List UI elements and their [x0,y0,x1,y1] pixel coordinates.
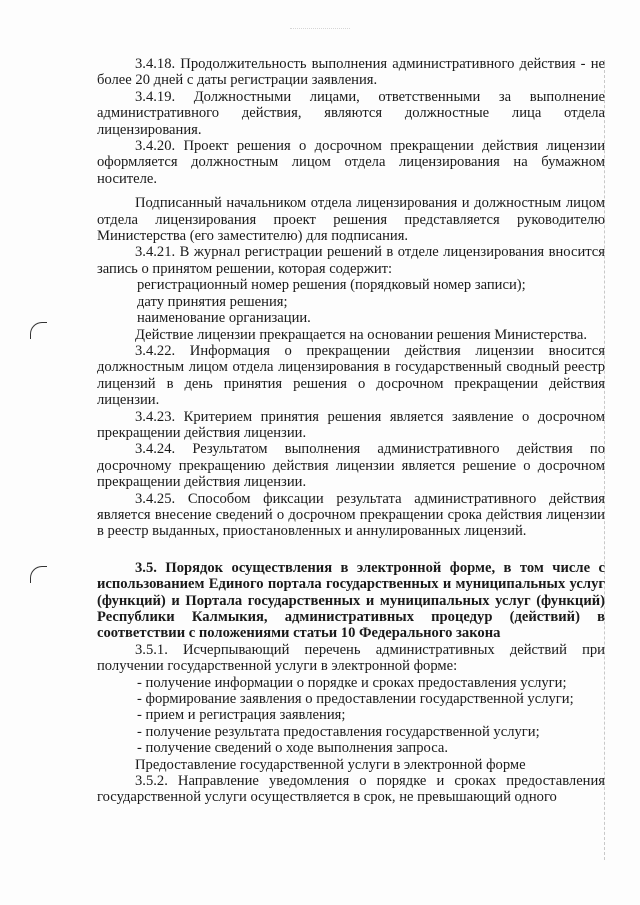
list-item: - прием и регистрация заявления; [137,707,346,724]
list-item: наименование организации. [137,310,311,327]
paragraph-3-4-19: 3.4.19. Должностными лицами, ответственными за выполнение административного действия, являются должностные лица отдела лицензирования. [97,88,605,138]
paragraph-3-4-20: 3.4.20. Проект решения о досрочном прекращении действия лицензии оформляется должностным лицом отдела лицензирования на бумажном носителе. [97,138,605,187]
section-heading-3-5: 3.5. Порядок осуществления в электронной форме, в том числе с использованием Единого портала государственных и муниципальных услуг (функций) и Портала государственных и муниципальных услуг (функций) Республики Калмыкия, административных процедур (действий) в соответствии с положениями статьи 10 Федерального закона [97,559,605,642]
list-item: - получение информации о порядке и сроках предоставления услуги; [137,674,567,691]
paragraph-signed-project: Подписанный начальником отдела лицензирования и должностным лицом отдела лицензирования проект решения представляется руководителю Министерства (его заместителю) для подписания. [97,195,605,245]
paragraph-3-5-2: 3.5.2. Направление уведомления о порядке и сроках предоставления государственной услуги осуществляется в срок, не превышающий одного [97,773,605,806]
paragraph-3-4-21: 3.4.21. В журнал регистрации решений в отделе лицензирования вносится запись о принятом решении, которая содержит: [97,244,605,277]
hole-punch-mark [30,566,47,583]
paragraph-3-4-22: 3.4.22. Информация о прекращении действия лицензии вносится должностным лицом отдела лицензирования в государственный сводный реестр лицензий в день принятия решения о досрочном прекращении действия лицензии. [97,342,605,409]
list-item: дату принятия решения; [137,293,288,310]
list-item: - получение результата предоставления государственной услуги; [137,723,540,740]
paragraph-license-termination: Действие лицензии прекращается на основании решения Министерства. [135,326,587,343]
paragraph-electronic-form: Предоставление государственной услуги в электронной форме [135,756,526,773]
hole-punch-mark [30,322,47,339]
paragraph-3-5-1: 3.5.1. Исчерпывающий перечень административных действий при получении государственной услуги в электронной форме: [97,641,605,675]
list-item: регистрационный номер решения (порядковый номер записи); [137,277,526,294]
paragraph-3-4-24: 3.4.24. Результатом выполнения административного действия по досрочному прекращению действия лицензии является решение о досрочном прекращении действия лицензии. [97,441,605,491]
list-item: - получение сведений о ходе выполнения запроса. [137,740,448,757]
paragraph-3-4-23: 3.4.23. Критерием принятия решения является заявление о досрочном прекращении действия лицензии. [97,408,605,441]
paragraph-3-4-18: 3.4.18. Продолжительность выполнения административного действия - не более 20 дней с даты регистрации заявления. [97,56,605,89]
list-item: - формирование заявления о предоставлении государственной услуги; [137,691,574,708]
document-body [97,56,605,806]
paragraph-3-4-25: 3.4.25. Способом фиксации результата административного действия является внесение сведений о досрочном прекращении срока действия лицензии в реестр выданных, приостановленных и аннулированных лицензий. [97,490,605,540]
scan-artifact [290,28,350,29]
